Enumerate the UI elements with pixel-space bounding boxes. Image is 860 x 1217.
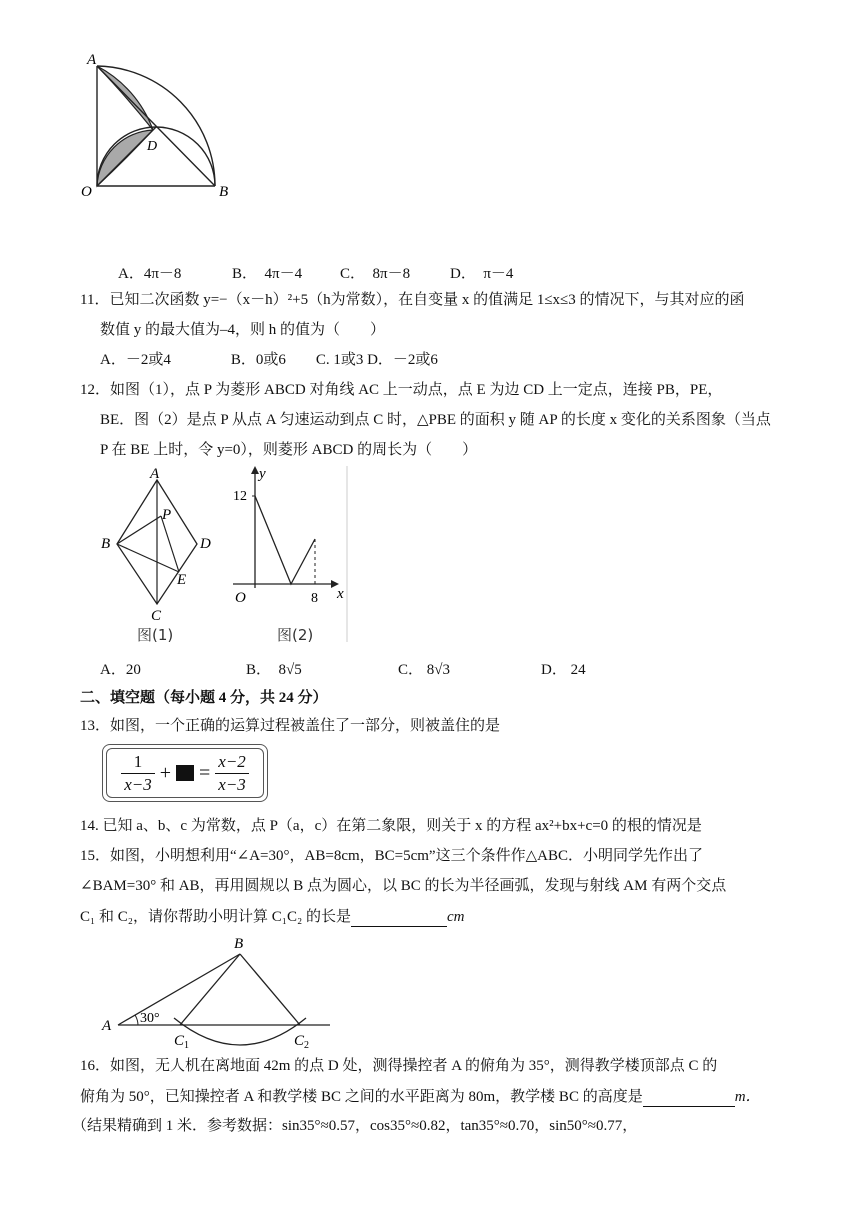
q11-stem-line2: 数值 y 的最大值为–4，则 h 的值为（ ）: [100, 322, 386, 338]
q12-option-a: A．20: [100, 662, 141, 678]
segment-ab: [118, 954, 240, 1025]
segment-bc1: [180, 954, 240, 1025]
q13-stem: 13．如图，一个正确的运算过程被盖住了一部分，则被盖住的是: [80, 718, 501, 734]
q15-stem-line3: C₁ 和 C₂，请你帮助小明计算 C₁C₂ 的长是 cm: [80, 906, 464, 927]
q15-stem-line2: ∠BAM=30° 和 AB，再用圆规以 B 点为圆心，以 BC 的长为半径画弧，发现与射线 AM 有两个交点: [80, 878, 727, 894]
q12-option-b: B． 8√5: [246, 662, 302, 678]
fraction-left: $\frac{1}{x-3}$: [121, 753, 155, 794]
label-origin: O: [235, 590, 246, 606]
q12-stem-line2: BE．图（2）是点 P 从点 A 匀速运动到点 C 时，△PBE 的面积 y 随 AP 的长度 x 变化的关系图象（当点: [100, 412, 771, 428]
q10-option-a: A．4π－8: [118, 266, 182, 282]
label-c2: $C_2$: [294, 1033, 310, 1050]
label-x: x: [337, 586, 344, 602]
q10-option-b: B． 4π－4: [232, 266, 303, 282]
label-c1: $C_1$: [174, 1033, 190, 1050]
area-graph-figure: [225, 462, 350, 644]
tick-label-8: 8: [311, 591, 318, 606]
label-a: A: [87, 52, 97, 68]
answer-blank: [643, 1086, 735, 1107]
graph-line: [255, 496, 315, 584]
equals-sign: =: [199, 761, 211, 784]
label-o: O: [81, 184, 92, 200]
label-c: C: [151, 608, 162, 624]
label-y: y: [259, 466, 266, 482]
plus-sign: +: [159, 761, 171, 784]
label-b: B: [219, 184, 229, 200]
q13-formula: [106, 748, 264, 798]
q15-stem-line1: 15．如图，小明想利用“∠A=30°，AB=8cm，BC=5cm”这三个条件作△ABC．小明同学先作出了: [80, 848, 703, 864]
q14-stem: 14. 已知 a、b、c 为常数，点 P（a，c）在第二象限，则关于 x 的方程 ax²+bx+c=0 的根的情况是: [80, 818, 702, 834]
caption-fig1: 图(1): [137, 626, 174, 644]
rhombus-figure: [95, 466, 230, 646]
q16-stem-line2: 俯角为 50°，已知操控者 A 和教学楼 BC 之间的水平距离为 80m，教学楼 BC 的高度是 m．: [80, 1086, 761, 1107]
label-e: E: [177, 572, 187, 588]
label-a: A: [150, 466, 160, 482]
compass-arc-figure: [98, 930, 338, 1050]
caption-fig2: 图(2): [277, 626, 314, 644]
q10-option-c: C． 8π－8: [340, 266, 411, 282]
label-a: A: [102, 1018, 112, 1034]
q12-stem-line3: P 在 BE 上时，令 y=0），则菱形 ABCD 的周长为（ ）: [100, 442, 478, 458]
angle-label: 30°: [140, 1011, 160, 1026]
fraction-right: $\frac{x-2}{x-3}$: [215, 753, 249, 794]
tick-label-12: 12: [233, 489, 247, 504]
q16-stem-line1: 16．如图，无人机在离地面 42m 的点 D 处，测得操控者 A 的俯角为 35°，测得教学楼顶部点 C 的: [80, 1058, 718, 1074]
segment-pb: [117, 516, 161, 544]
answer-blank: [351, 906, 447, 927]
q11-options: A．－2或4 B．0或6 C. 1或3 D．－2或6: [100, 352, 438, 368]
q16-stem-line3: （结果精确到 1 米．参考数据：sin35°≈0.57，cos35°≈0.82，tan35°≈0.70，sin50°≈0.77，: [72, 1118, 638, 1134]
covered-square: [176, 765, 194, 781]
q12-option-d: D． 24: [541, 662, 586, 678]
compass-arc: [174, 1018, 306, 1045]
q10-option-d: D． π－4: [450, 266, 514, 282]
segment-bc2: [240, 954, 300, 1025]
q12-option-c: C． 8√3: [398, 662, 450, 678]
section-heading: 二、填空题（每小题 4 分，共 24 分）: [80, 690, 328, 706]
y-axis-arrow: [251, 466, 259, 474]
label-d: D: [147, 139, 158, 154]
q13-formula-box: [102, 744, 268, 802]
q11-stem-line1: 11．已知二次函数 y=−（x－h）²+5（h为常数），在自变量 x 的值满足 1≤x≤3 的情况下，与其对应的函: [80, 292, 745, 308]
segment-pe: [161, 516, 179, 572]
label-b: B: [101, 536, 111, 552]
label-b: B: [234, 936, 244, 952]
label-d: D: [200, 536, 211, 552]
upper-shaded-region: [97, 66, 153, 130]
angle-mark: [135, 1015, 138, 1025]
quarter-circle-figure: [75, 50, 235, 210]
label-p: P: [162, 507, 172, 523]
q12-stem-line1: 12．如图（1），点 P 为菱形 ABCD 对角线 AC 上一动点，点 E 为边 CD 上一定点，连接 PB，PE，: [80, 382, 723, 398]
